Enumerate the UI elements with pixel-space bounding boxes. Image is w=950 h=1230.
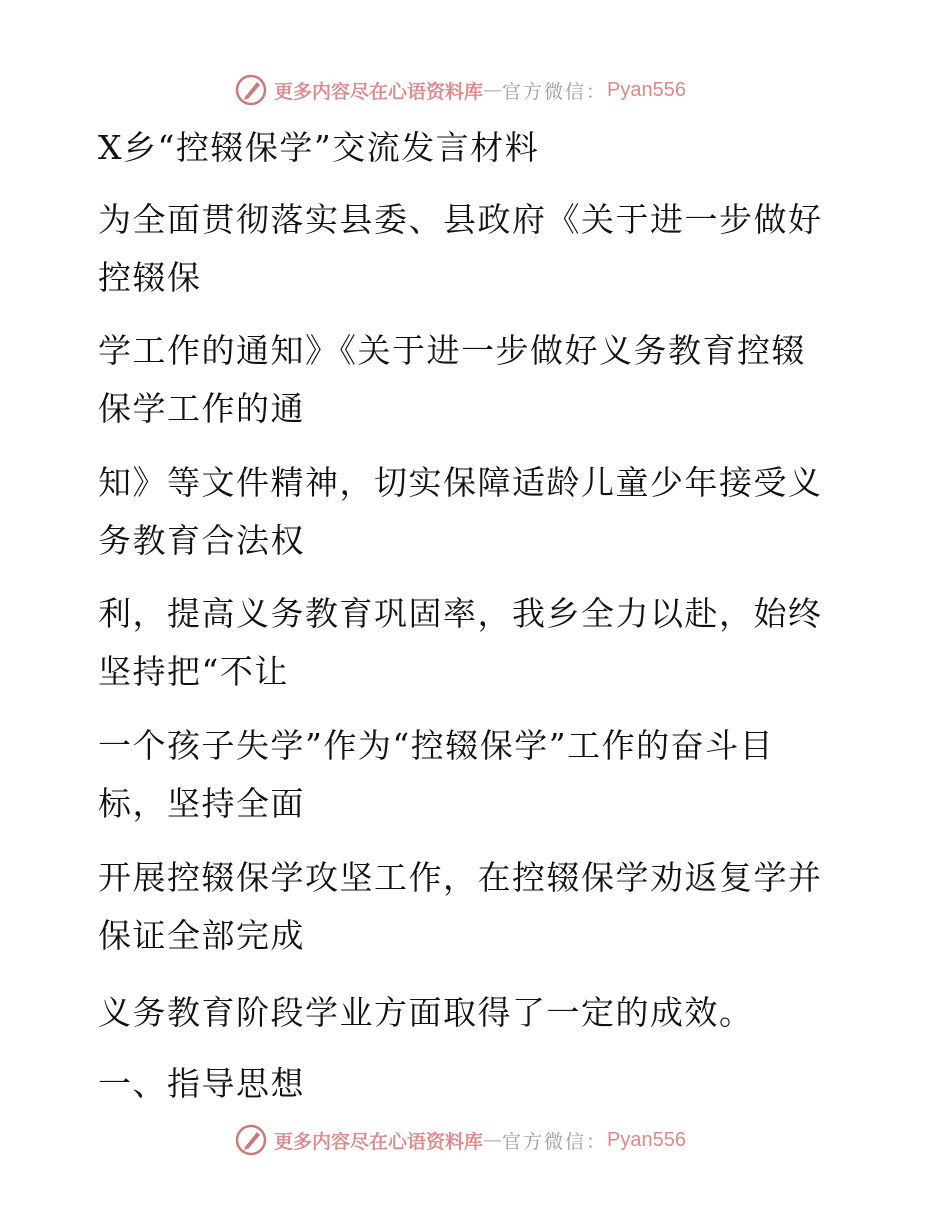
banner-handle: Pyan556: [607, 78, 686, 101]
text-line: 标，坚持全面: [98, 784, 305, 823]
text-line: 保证全部完成: [98, 916, 305, 955]
text-line: 义务教育阶段学业方面取得了一定的成效。: [98, 993, 754, 1032]
text-line: 学工作的通知》《关于进一步做好义务教育控辍: [98, 331, 806, 370]
text-line: 开展控辍保学攻坚工作，在控辍保学劝返复学并: [98, 858, 823, 897]
watermark-banner-bottom: [234, 1122, 686, 1158]
banner-main-text: 更多内容尽在心语资料库: [274, 80, 484, 103]
banner-label: 官方微信：: [502, 80, 608, 103]
text-line: 为全面贯彻落实县委、县政府《关于进一步做好: [98, 200, 823, 239]
watermark-banner-top: [234, 72, 686, 108]
banner-label: 官方微信：: [502, 1130, 608, 1153]
banner-main-text: 更多内容尽在心语资料库: [274, 1130, 484, 1153]
banner-handle: Pyan556: [607, 1128, 686, 1151]
pen-logo-icon: [234, 1123, 268, 1157]
text-line: 务教育合法权: [98, 521, 305, 560]
banner-separator: —: [483, 1129, 503, 1151]
text-line: 控辍保: [98, 258, 202, 297]
section-heading: 一、指导思想: [98, 1064, 305, 1103]
text-line: 一个孩子失学”作为“控辍保学”工作的奋斗目: [98, 726, 775, 765]
text-line: 利，提高义务教育巩固率，我乡全力以赴，始终: [98, 594, 823, 633]
text-line: 知》等文件精神，切实保障适龄儿童少年接受义: [98, 463, 823, 502]
banner-separator: —: [483, 79, 503, 101]
text-line: 坚持把“不让: [98, 652, 289, 691]
text-line: 保学工作的通: [98, 389, 305, 428]
pen-logo-icon: [234, 73, 268, 107]
document-title: X乡“控辍保学”交流发言材料: [98, 128, 540, 167]
